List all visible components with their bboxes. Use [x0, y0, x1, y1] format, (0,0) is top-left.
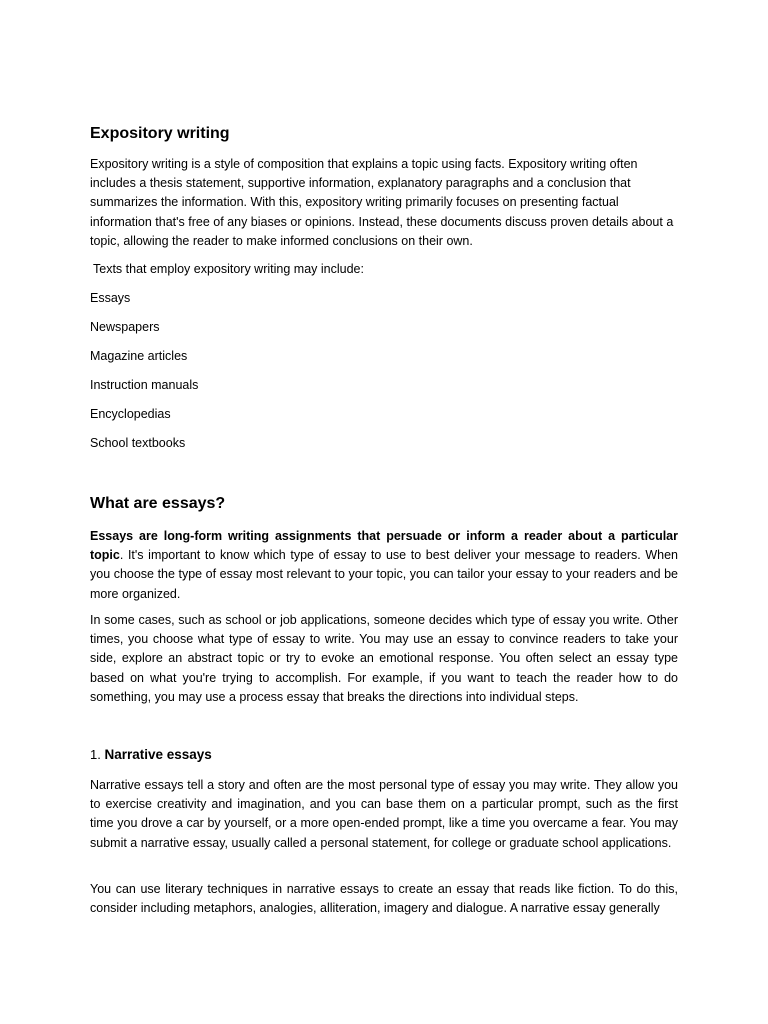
heading-narrative-essays [90, 746, 212, 764]
list-item: Instruction manuals [90, 378, 199, 392]
narrative-paragraph-2: You can use literary techniques in narrative essays to create an essay that reads like fiction. To do this, consider including metaphors, analogies, alliteration, imagery and dialogue. A narrative essay generally [90, 882, 678, 916]
heading-expository-writing: Expository writing [90, 125, 230, 142]
heading-what-are-essays: What are essays? [90, 495, 226, 512]
list-item: Essays [90, 291, 131, 305]
essays-paragraph-2: In some cases, such as school or job applications, someone decides which type of essay you write. Other times, you choose what type of essay to write. You may use an essay to convince readers to take your side, explore an abstract topic or try to evoke an emotional response. You often select an essay type based on what you're trying to accomplish. For example, if you want to teach the reader how to do something, you may use a process essay that breaks the directions into individual steps. [90, 613, 678, 704]
essays-paragraph-1-rest: . It's important to know which type of essay to use to best deliver your message to readers. When you choose the type of essay most relevant to your topic, you can tailor your essay to your readers and be more organized. [90, 548, 678, 601]
expository-intro-paragraph: Expository writing is a style of composition that explains a topic using facts. Expository writing often includes a thesis statement, supportive information, explanatory paragraphs and a conclusion that summarizes the information. With this, expository writing primarily focuses on presenting factual information that's free of any biases or opinions. Instead, these documents discuss proven details about a topic, allowing the reader to make informed conclusions on their own. [90, 157, 674, 248]
heading-text: Narrative essays [104, 747, 212, 762]
heading-number: 1. [90, 747, 101, 762]
list-item: Newspapers [90, 320, 160, 334]
list-item: School textbooks [90, 436, 186, 450]
list-item: Encyclopedias [90, 407, 171, 421]
expository-list-intro: Texts that employ expository writing may include: [93, 262, 364, 276]
essays-definition-bold: Essays are long-form writing assignments that persuade or inform a reader about a particular topic [90, 529, 678, 563]
list-item: Magazine articles [90, 349, 188, 363]
narrative-paragraph-1: Narrative essays tell a story and often are the most personal type of essay you may write. They allow you to exercise creativity and imagination, and you can base them on a particular prompt, such as the first time you drove a car by yourself, or a more open-ended prompt, like a time you overcame a fear. You may submit a narrative essay, usually called a personal statement, for college or graduate school applications. [90, 778, 678, 850]
essays-paragraph-1 [90, 527, 678, 604]
